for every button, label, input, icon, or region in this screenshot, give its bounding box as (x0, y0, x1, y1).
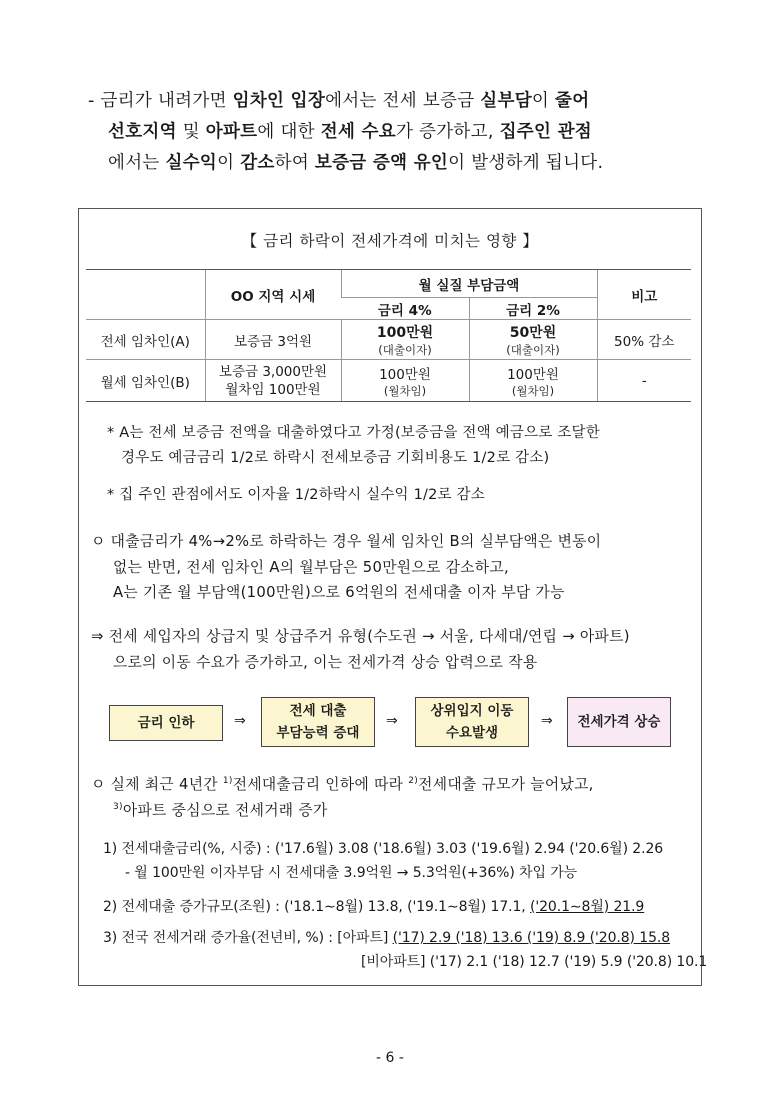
row-a-rate4-sub: (대출이자) (378, 342, 432, 357)
emphasis-text: 줄어 (555, 91, 590, 111)
footnote-3 (103, 926, 670, 950)
footnote-text: 2) 전세대출 증가규모(조원) : ('18.1∼8월) 13.8, ('19.1∼8월) 17.1, (103, 899, 531, 915)
table-row (86, 320, 691, 360)
row-a-region: 보증금 3억원 (205, 320, 341, 360)
flow-step-rate-cut (109, 705, 223, 741)
box-title: 【 금리 하락이 전세가격에 미치는 영향 】 (241, 232, 539, 250)
header-rate-2: 금리 2% (469, 298, 597, 320)
para2-line-1: ⇒ 전세 세입자의 상급지 및 상급주거 유형(수도권 → 서울, 다세대/연립 → 아파트) (91, 628, 630, 645)
flow-step-loan-capacity (261, 697, 375, 747)
emphasis-text: 선호지역 (108, 122, 177, 142)
header-rate-4: 금리 4% (341, 298, 469, 320)
page-number: - 6 - (376, 1050, 404, 1066)
table-header-row (86, 270, 691, 298)
table-row (86, 360, 691, 402)
footnote-ref: 2) (408, 776, 419, 787)
row-b-region-2: 월차임 100만원 (225, 381, 321, 398)
footnote-text: 3) 전국 전세거래 증가율(전년비, %) : [아파트] (103, 930, 393, 946)
body-text: 에 대한 (257, 122, 321, 142)
emphasis-text: 전세 수요 (320, 122, 396, 142)
intro-line-2 (88, 117, 728, 148)
para1-line-1: ㅇ 대출금리가 4%→2%로 하락하는 경우 월세 임차인 B의 실부담액은 변동이 (91, 533, 602, 550)
emphasis-text: 집주인 관점 (499, 122, 592, 142)
row-a-rate2-sub: (대출이자) (506, 342, 560, 357)
row-a-rate4-cell (341, 320, 469, 360)
row-b-region-1: 보증금 3,000만원 (218, 363, 328, 380)
emphasis-text: 감소 (240, 153, 275, 173)
para1-line-3: A는 기존 월 부담액(100만원)으로 6억원의 전세대출 이자 부담 가능 (113, 584, 565, 601)
footnote-1: 1) 전세대출금리(%, 시중) : ('17.6월) 3.08 ('18.6월) 3.03 ('19.6월) 2.94 ('20.6월) 2.26 (103, 841, 664, 857)
rate-drop-paragraph (91, 529, 601, 606)
row-b-rate2-cell (469, 360, 597, 402)
para3-line-2 (91, 798, 594, 824)
para2-line-2: 으로의 이동 수요가 증가하고, 이는 전세가격 상승 압력으로 작용 (113, 653, 538, 671)
body-text: 하여 (274, 153, 315, 173)
body-text: 및 (176, 122, 206, 142)
intro-paragraph (88, 86, 728, 179)
emphasis-text: 보증금 증액 유인 (314, 153, 449, 173)
footnote-underlined: ('17) 2.9 ('18) 13.6 ('19) 8.9 ('20.8) 15.8 (392, 930, 671, 946)
footnote-ref: 1) (222, 776, 233, 787)
footnote-ref: 3) (113, 801, 123, 812)
flow-step-demand (415, 697, 529, 747)
row-a-note: 50% 감소 (597, 320, 691, 360)
row-a-rate2: 50만원 (509, 324, 557, 341)
row-b-rate4-sub: (월차임) (383, 383, 427, 398)
flow-step-label: 수요발생 (445, 725, 499, 741)
emphasis-text: 임차인 입장 (232, 91, 326, 111)
footnote-underlined: ('20.1∼8월) 21.9 (530, 899, 645, 915)
row-b-label: 월세 임차인(B) (86, 360, 205, 402)
footnote-1-detail: - 월 100만원 이자부담 시 전세대출 3.9억원 → 5.3억원(+36%) 차입 가능 (125, 865, 578, 881)
row-b-region-cell (205, 360, 341, 402)
flow-arrow: ⇒ (386, 713, 398, 729)
row-a-rate4: 100만원 (376, 324, 434, 341)
burden-table (86, 269, 691, 402)
flow-arrow: ⇒ (234, 713, 246, 729)
row-b-note: - (597, 360, 691, 402)
note-line-1: * A는 전세 보증금 전액을 대출하였다고 가정(보증금을 전액 예금으로 조달한 (107, 425, 600, 441)
para3-text: 전세대출 규모가 늘어났고, (418, 776, 594, 793)
row-a-label: 전세 임차인(A) (86, 320, 205, 360)
para3-line-1 (91, 772, 594, 798)
flow-arrow: ⇒ (541, 713, 553, 729)
body-text: 에서는 전세 보증금 (325, 91, 481, 111)
body-text: - 금리가 내려가면 (88, 91, 233, 111)
emphasis-text: 실부담 (480, 91, 532, 111)
footnote-2 (103, 895, 644, 919)
row-a-rate2-cell (469, 320, 597, 360)
para1-line-2: 없는 반면, 전세 임차인 A의 월부담은 50만원으로 감소하고, (113, 558, 509, 576)
impact-box (78, 208, 708, 986)
footnote-3-detail: [비아파트] ('17) 2.1 ('18) 12.7 ('19) 5.9 ('20.8) 10.1 (361, 954, 708, 970)
flow-diagram (109, 693, 679, 753)
body-text: 이 (217, 153, 241, 173)
body-text: 이 (531, 91, 555, 111)
evidence-paragraph (91, 772, 594, 823)
note-line-2: 경우도 예금금리 1/2로 하락시 전세보증금 기회비용도 1/2로 감소) (121, 450, 550, 466)
row-b-rate2: 100만원 (507, 366, 559, 383)
body-text: 이 발생하게 됩니다. (448, 153, 604, 173)
header-empty-cell (86, 270, 205, 320)
intro-line-3 (88, 148, 728, 179)
body-text: 가 증가하고, (395, 122, 500, 142)
row-b-rate2-sub: (월차임) (511, 383, 555, 398)
body-text: 에서는 (108, 153, 166, 173)
para3-text: 아파트 중심으로 전세거래 증가 (122, 801, 328, 819)
assumption-note (107, 421, 600, 471)
intro-line-1 (88, 86, 728, 117)
flow-step-label: 부담능력 증대 (276, 725, 360, 741)
emphasis-text: 실수익 (165, 153, 218, 173)
flow-step-label: 금리 인하 (137, 715, 195, 731)
header-note: 비고 (597, 270, 691, 320)
emphasis-text: 아파트 (205, 122, 258, 142)
header-burden: 월 실질 부담금액 (341, 270, 597, 298)
para3-text: 전세대출금리 인하에 따라 (232, 776, 409, 793)
header-region: OO 지역 시세 (205, 270, 341, 320)
flow-step-label: 전세가격 상승 (577, 714, 661, 730)
conclusion-paragraph (91, 624, 630, 675)
row-b-rate4-cell (341, 360, 469, 402)
flow-step-label: 상위입지 이동 (430, 703, 514, 719)
para3-text: ㅇ 실제 최근 4년간 (91, 776, 223, 793)
flow-step-label: 전세 대출 (289, 703, 347, 719)
owner-note: * 집 주인 관점에서도 이자율 1/2하락시 실수익 1/2로 감소 (107, 487, 485, 503)
row-b-rate4: 100만원 (379, 366, 431, 383)
flow-step-price-rise (567, 697, 671, 747)
